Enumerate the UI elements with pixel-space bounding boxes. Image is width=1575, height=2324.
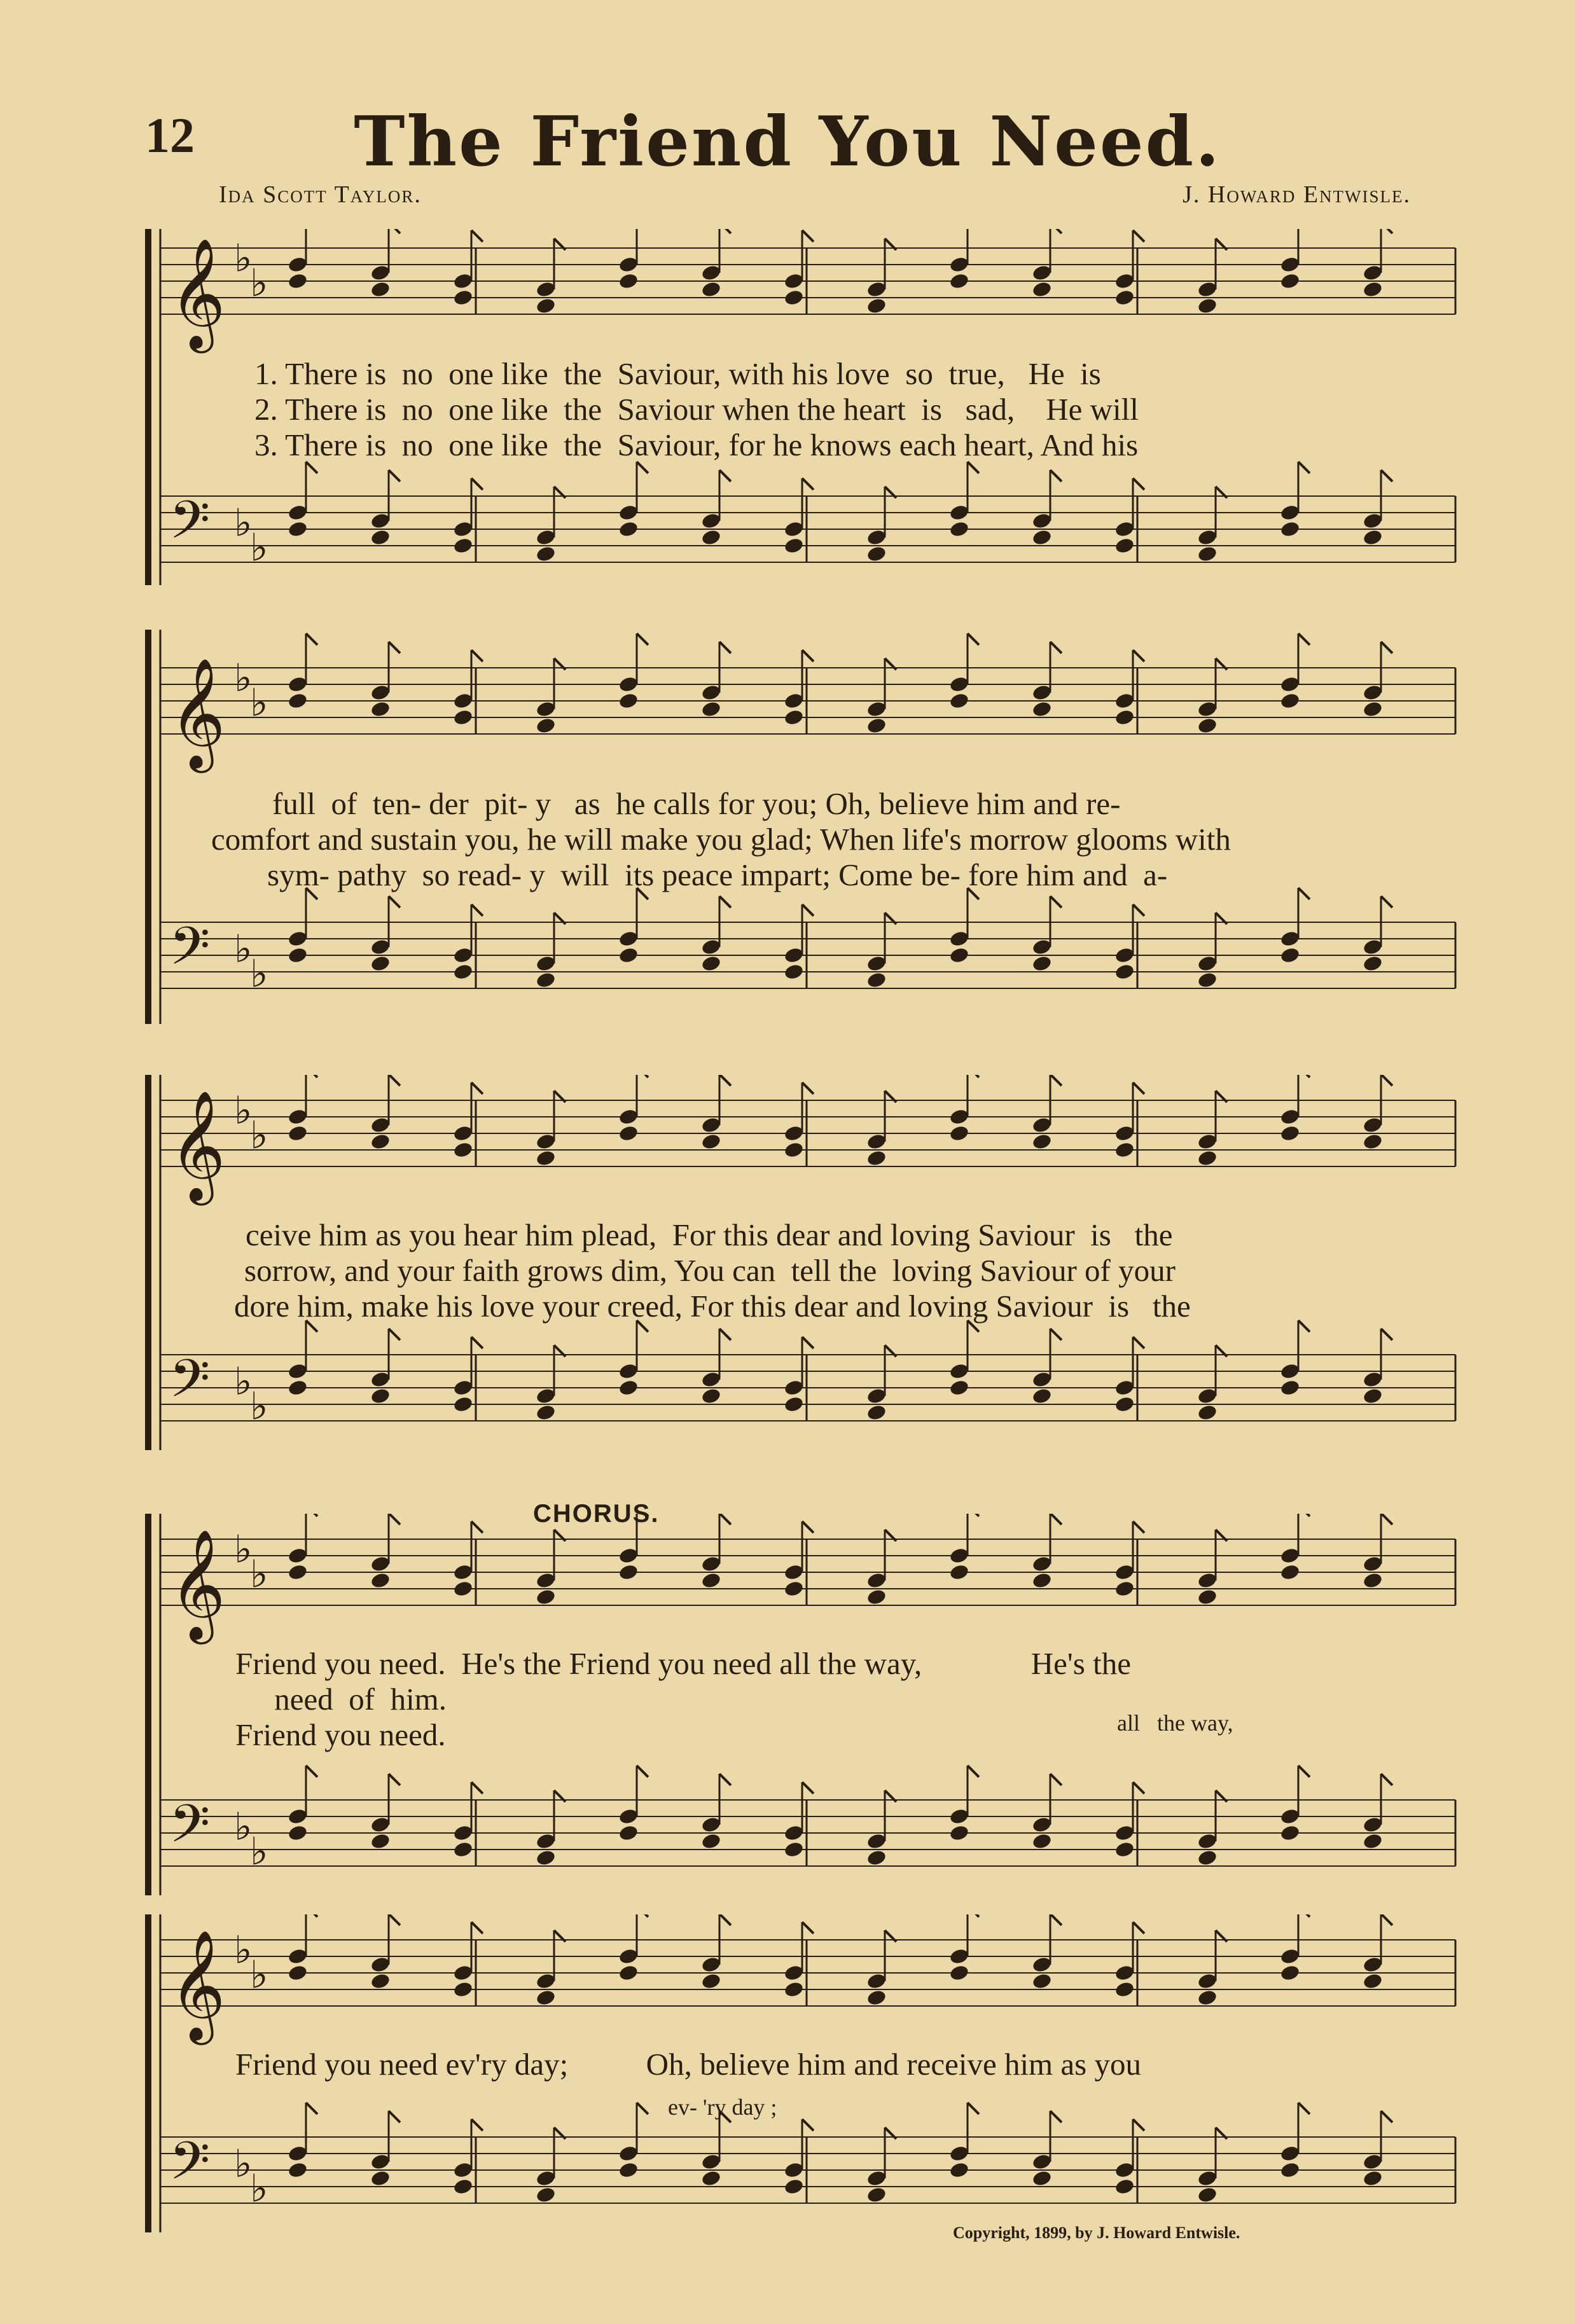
- svg-text:𝄢: 𝄢: [169, 1793, 211, 1867]
- verse-3-line-2: sym- pathy so read- y will its peace impart; Come be- fore him and a-: [267, 857, 1168, 892]
- verse-1-line-2: full of ten- der pit- y as he calls for you; Oh, believe him and re-: [272, 786, 1121, 821]
- svg-text:♭: ♭: [250, 1829, 268, 1874]
- svg-text:♭: ♭: [250, 525, 268, 571]
- verse-1-line-3: ceive him as you hear him plead, For this dear and loving Saviour is the: [246, 1217, 1173, 1252]
- copyright-notice: Copyright, 1899, by J. Howard Entwisle.: [953, 2224, 1240, 2242]
- composer-credit: J. Howard Entwisle.: [1183, 181, 1411, 208]
- verse-3-line-1: 3. There is no one like the Saviour, for he knows each heart, And his: [254, 427, 1139, 462]
- svg-text:𝄞: 𝄞: [169, 1529, 226, 1640]
- chorus-line-1: Friend you need. He's the Friend you need all the way, He's the: [235, 1646, 1131, 1681]
- chorus-line-1-v3: Friend you need.: [235, 1717, 446, 1752]
- svg-text:𝄢: 𝄢: [169, 489, 211, 564]
- svg-text:♭: ♭: [250, 1552, 268, 1597]
- bass-lyric-evry-day: ev- 'ry day ;: [668, 2094, 777, 2120]
- svg-text:♭: ♭: [234, 927, 253, 972]
- svg-text:𝄞: 𝄞: [169, 1090, 226, 1201]
- hymn-title: The Friend You Need.: [354, 102, 1221, 182]
- bass-lyric-all-the-way: all the way,: [1117, 1710, 1233, 1736]
- svg-text:♭: ♭: [250, 681, 268, 726]
- svg-text:♭: ♭: [234, 236, 253, 281]
- svg-text:♭: ♭: [234, 501, 253, 546]
- verse-1-line-1: 1. There is no one like the Saviour, with his love so true, He is: [254, 356, 1101, 391]
- svg-text:𝄞: 𝄞: [169, 238, 226, 349]
- svg-text:♭: ♭: [234, 1527, 253, 1572]
- lyricist-credit: Ida Scott Taylor.: [219, 181, 422, 208]
- svg-text:𝄢: 𝄢: [169, 2130, 211, 2204]
- svg-text:♭: ♭: [250, 951, 268, 997]
- chorus-line-1-alt: need of him.: [235, 1682, 447, 1717]
- svg-text:𝄢: 𝄢: [169, 1348, 211, 1422]
- svg-text:♭: ♭: [234, 1088, 253, 1133]
- svg-text:𝄞: 𝄞: [169, 658, 226, 768]
- svg-text:♭: ♭: [250, 1384, 268, 1429]
- verse-2-line-2: comfort and sustain you, he will make you glad; When life's morrow glooms with: [211, 822, 1231, 857]
- page-number: 12: [145, 107, 195, 163]
- svg-text:♭: ♭: [250, 1113, 268, 1158]
- chorus-label: CHORUS.: [533, 1500, 660, 1528]
- svg-text:♭: ♭: [234, 2141, 253, 2187]
- verse-2-line-1: 2. There is no one like the Saviour when the heart is sad, He will: [254, 392, 1139, 427]
- svg-text:♭: ♭: [234, 1804, 253, 1850]
- svg-text:♭: ♭: [234, 656, 253, 701]
- svg-text:𝄢: 𝄢: [169, 915, 211, 990]
- svg-text:♭: ♭: [250, 261, 268, 306]
- svg-text:♭: ♭: [234, 1359, 253, 1404]
- svg-text:𝄞: 𝄞: [169, 1930, 226, 2040]
- verse-3-line-3: dore him, make his love your creed, For this dear and loving Saviour is the: [234, 1289, 1191, 1324]
- verse-2-line-3: sorrow, and your faith grows dim, You can tell the loving Saviour of your: [244, 1253, 1176, 1288]
- svg-text:♭: ♭: [250, 1953, 268, 1998]
- svg-text:♭: ♭: [250, 2166, 268, 2211]
- svg-text:♭: ♭: [234, 1928, 253, 1973]
- chorus-line-2: Friend you need ev'ry day; Oh, believe him and receive him as you: [235, 2047, 1141, 2082]
